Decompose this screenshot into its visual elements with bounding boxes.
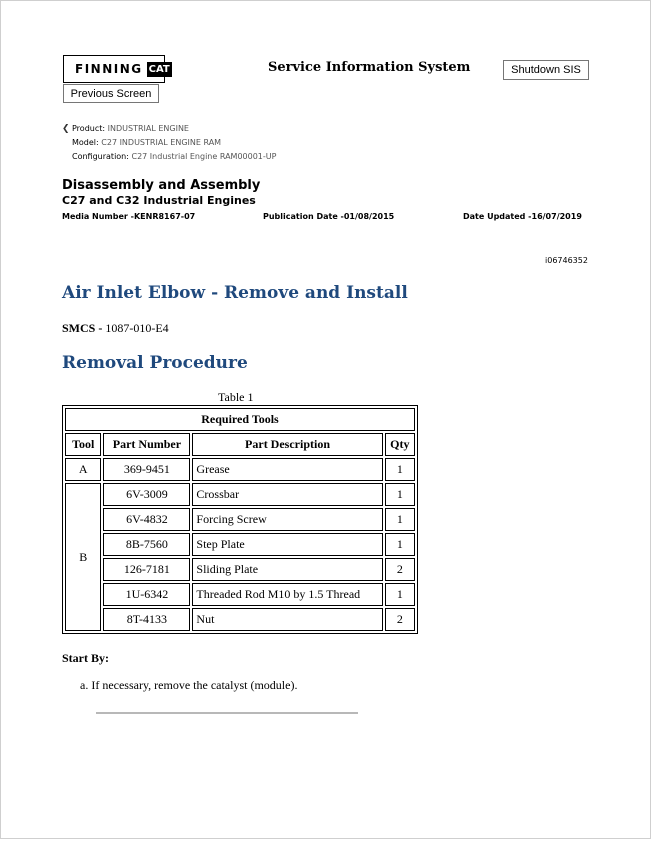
table-row	[65, 533, 415, 556]
qty-cell: 1	[385, 483, 415, 506]
smcs-code	[62, 321, 169, 336]
table-row	[65, 558, 415, 581]
article-heading: Air Inlet Elbow - Remove and Install	[62, 283, 408, 303]
column-header-part-number: Part Number	[103, 433, 190, 456]
smcs-label: SMCS -	[62, 321, 103, 335]
table-caption: Table 1	[218, 390, 254, 404]
qty-cell: 1	[385, 508, 415, 531]
part-number-cell: 6V-3009	[103, 483, 190, 506]
qty-cell: 2	[385, 608, 415, 631]
document-id: i06746352	[545, 256, 588, 265]
part-number-cell: 126-7181	[103, 558, 190, 581]
tool-cell: B	[65, 483, 101, 631]
configuration-label: Configuration:	[72, 152, 129, 161]
column-header-qty: Qty	[385, 433, 415, 456]
publication-date: Publication Date -01/08/2015	[263, 212, 395, 221]
cat-badge: CAT	[148, 63, 170, 75]
qty-cell: 1	[385, 583, 415, 606]
part-number-cell: 1U-6342	[103, 583, 190, 606]
model-row	[62, 136, 276, 150]
configuration-value: C27 Industrial Engine RAM00001-UP	[131, 152, 277, 161]
product-info	[62, 122, 276, 164]
part-description-cell: Threaded Rod M10 by 1.5 Thread	[192, 583, 382, 606]
smcs-value: 1087-010-E4	[102, 321, 169, 335]
document-title: Disassembly and Assembly	[62, 178, 261, 193]
part-description-cell: Sliding Plate	[192, 558, 382, 581]
part-description-cell: Nut	[192, 608, 382, 631]
table-title: Required Tools	[65, 408, 415, 431]
part-description-cell: Grease	[192, 458, 382, 481]
model-value: C27 INDUSTRIAL ENGINE RAM	[101, 138, 222, 147]
qty-cell: 1	[385, 533, 415, 556]
removal-procedure-heading: Removal Procedure	[62, 353, 248, 373]
section-divider	[96, 712, 358, 714]
part-number-cell: 369-9451	[103, 458, 190, 481]
start-step-a: a. If necessary, remove the catalyst (module).	[80, 678, 298, 692]
qty-cell: 1	[385, 458, 415, 481]
system-title: Service Information System	[268, 60, 471, 75]
table-row	[65, 458, 415, 481]
shutdown-sis-button[interactable]: Shutdown SIS	[503, 60, 589, 80]
part-description-cell: Step Plate	[192, 533, 382, 556]
part-number-cell: 6V-4832	[103, 508, 190, 531]
column-header-part-description: Part Description	[192, 433, 382, 456]
start-by-label: Start By:	[62, 651, 109, 665]
configuration-row	[62, 150, 276, 164]
table-row	[65, 583, 415, 606]
document-subtitle: C27 and C32 Industrial Engines	[62, 194, 256, 207]
part-number-cell: 8T-4133	[103, 608, 190, 631]
table-row	[65, 483, 415, 506]
previous-screen-button[interactable]: Previous Screen	[63, 84, 159, 103]
logo-text: FINNING	[75, 62, 143, 76]
table-row	[65, 608, 415, 631]
media-number: Media Number -KENR8167-07	[62, 212, 196, 221]
product-row[interactable]	[62, 122, 276, 136]
column-header-tool: Tool	[65, 433, 101, 456]
product-label: Product:	[72, 124, 106, 133]
model-label: Model:	[72, 138, 99, 147]
product-value: INDUSTRIAL ENGINE	[107, 124, 189, 133]
qty-cell: 2	[385, 558, 415, 581]
part-number-cell: 8B-7560	[103, 533, 190, 556]
date-updated: Date Updated -16/07/2019	[463, 212, 582, 221]
table-row	[65, 508, 415, 531]
part-description-cell: Forcing Screw	[192, 508, 382, 531]
finning-cat-logo	[63, 55, 170, 83]
part-description-cell: Crossbar	[192, 483, 382, 506]
tool-cell: A	[65, 458, 101, 481]
required-tools-table	[62, 405, 418, 634]
chevron-left-icon[interactable]: ❮	[62, 124, 70, 134]
